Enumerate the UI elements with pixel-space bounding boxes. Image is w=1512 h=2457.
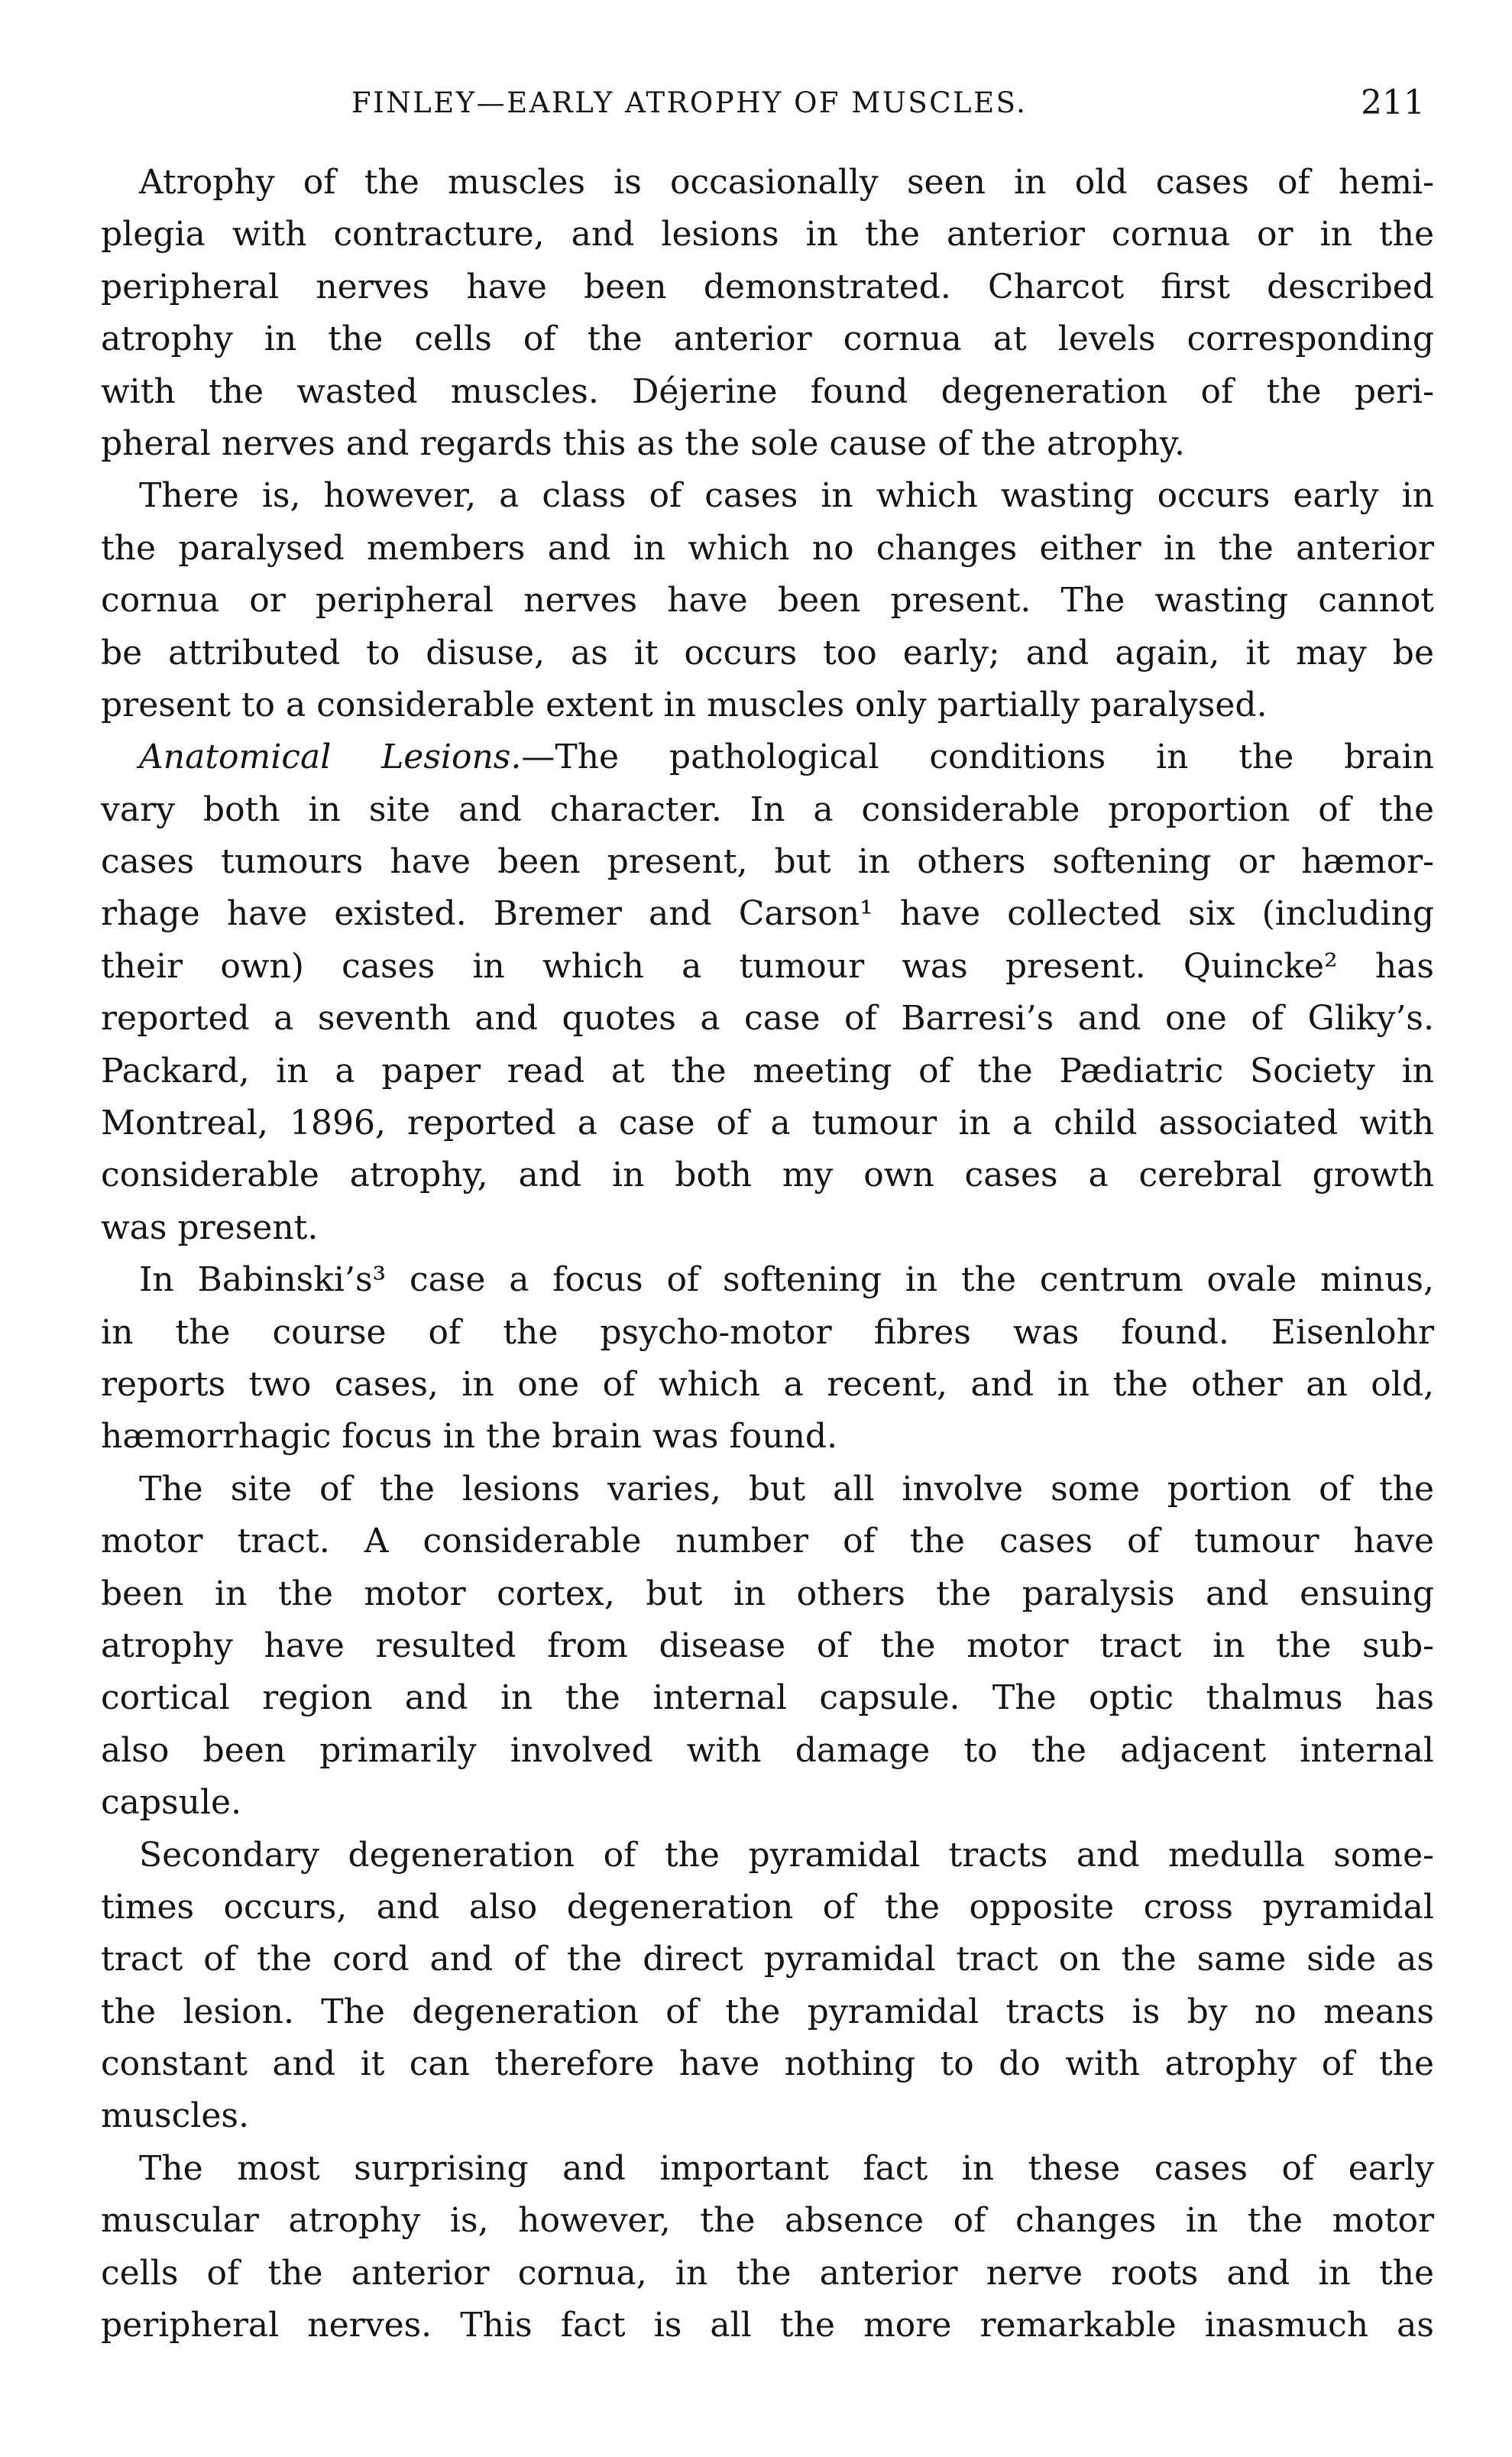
line-text: Atrophy of the muscles is occasionally seen in old cases of hemi- bbox=[139, 163, 1434, 202]
text-line bbox=[101, 1411, 1434, 1463]
line-text: pheral nerves and regards this as the sole cause of the atrophy. bbox=[101, 423, 1185, 463]
page-number: 211 bbox=[1361, 83, 1425, 122]
line-text: hæmorrhagic focus in the brain was found. bbox=[101, 1417, 838, 1457]
text-line bbox=[101, 157, 1434, 209]
line-text: present to a considerable extent in muscles only partially paralysed. bbox=[101, 685, 1268, 724]
text-line bbox=[101, 2090, 1434, 2142]
text-line bbox=[101, 1464, 1434, 1515]
text-line bbox=[101, 575, 1434, 627]
text-line bbox=[101, 1830, 1434, 1882]
text-line bbox=[101, 1672, 1434, 1724]
text-line bbox=[101, 470, 1434, 522]
text-line bbox=[101, 993, 1434, 1045]
text-line bbox=[101, 1777, 1434, 1829]
page-header bbox=[92, 76, 1425, 130]
text-line bbox=[101, 2248, 1434, 2300]
line-text: cortical region and in the internal capsule. The optic thalmus has bbox=[101, 1678, 1434, 1718]
text-line bbox=[101, 941, 1434, 993]
line-text: vary both in site and character. In a considerable proportion of the bbox=[101, 789, 1434, 829]
text-line bbox=[101, 1934, 1434, 1985]
line-text: also been primarily involved with damage to the adjacent internal bbox=[101, 1730, 1434, 1770]
line-text: The site of the lesions varies, but all involve some portion of the bbox=[139, 1469, 1434, 1509]
running-title: FINLEY—EARLY ATROPHY OF MUSCLES. bbox=[351, 86, 1028, 119]
text-line bbox=[101, 2300, 1434, 2352]
text-line bbox=[101, 2038, 1434, 2090]
text-line bbox=[101, 1045, 1434, 1097]
line-text: be attributed to disuse, as it occurs too early; and again, it may be bbox=[101, 633, 1434, 673]
text-line bbox=[101, 523, 1434, 575]
line-text: Secondary degeneration of the pyramidal tracts and medulla some- bbox=[139, 1835, 1434, 1875]
line-text: the paralysed members and in which no changes either in the anterior bbox=[101, 528, 1434, 568]
line-text: with the wasted muscles. Déjerine found degeneration of the peri- bbox=[101, 371, 1434, 411]
text-line bbox=[101, 627, 1434, 679]
text-line bbox=[101, 1202, 1434, 1254]
text-line bbox=[101, 1307, 1434, 1359]
text-line bbox=[101, 2195, 1434, 2247]
line-text: In Babinski’s³ case a focus of softening in the centrum ovale minus, bbox=[139, 1260, 1434, 1300]
line-text: cells of the anterior cornua, in the anterior nerve roots and in the bbox=[101, 2253, 1434, 2293]
body-text bbox=[101, 157, 1434, 2352]
line-text: was present. bbox=[101, 1207, 319, 1247]
text-line bbox=[101, 366, 1434, 418]
text-line bbox=[101, 313, 1434, 365]
line-text: atrophy in the cells of the anterior cornua at levels corresponding bbox=[101, 319, 1434, 359]
text-line bbox=[101, 1097, 1434, 1149]
text-line bbox=[101, 1725, 1434, 1777]
line-text: atrophy have resulted from disease of the motor tract in the sub- bbox=[101, 1626, 1434, 1665]
text-line bbox=[101, 1515, 1434, 1567]
text-line bbox=[101, 418, 1434, 470]
line-text: tract of the cord and of the direct pyramidal tract on the same side as bbox=[101, 1940, 1434, 1979]
text-line bbox=[101, 1568, 1434, 1620]
line-text: times occurs, and also degeneration of the opposite cross pyramidal bbox=[101, 1887, 1434, 1927]
text-line bbox=[101, 836, 1434, 888]
line-text: been in the motor cortex, but in others the paralysis and ensuing bbox=[101, 1574, 1434, 1613]
text-line bbox=[101, 209, 1434, 261]
line-text: peripheral nerves. This fact is all the more remarkable inasmuch as bbox=[101, 2306, 1434, 2345]
line-text: The most surprising and important fact in these cases of early bbox=[139, 2148, 1434, 2188]
line-text: Packard, in a paper read at the meeting of the Pædiatric Society in bbox=[101, 1051, 1434, 1091]
text-line bbox=[101, 1359, 1434, 1411]
line-text: Montreal, 1896, reported a case of a tumour in a child associated with bbox=[101, 1104, 1434, 1143]
line-text: constant and it can therefore have nothing to do with atrophy of the bbox=[101, 2044, 1434, 2084]
text-line bbox=[101, 261, 1434, 313]
line-text: capsule. bbox=[101, 1783, 242, 1823]
text-line bbox=[101, 1986, 1434, 2038]
line-text: cornua or peripheral nerves have been present. The wasting cannot bbox=[101, 581, 1434, 621]
line-text: peripheral nerves have been demonstrated. Charcot first described bbox=[101, 267, 1434, 306]
line-text: reported a seventh and quotes a case of Barresi’s and one of Gliky’s. bbox=[101, 999, 1434, 1039]
line-text: There is, however, a class of cases in which wasting occurs early in bbox=[139, 476, 1434, 516]
line-text: The pathological conditions in the brain bbox=[555, 737, 1434, 777]
text-line bbox=[101, 731, 1434, 783]
line-text: cases tumours have been present, but in others softening or hæmor- bbox=[101, 842, 1434, 882]
line-text: in the course of the psycho-motor fibres was found. Eisenlohr bbox=[101, 1312, 1434, 1352]
text-line bbox=[101, 1882, 1434, 1934]
section-heading: Anatomical Lesions. bbox=[139, 737, 522, 777]
text-line bbox=[101, 2143, 1434, 2195]
line-text: muscles. bbox=[101, 2096, 249, 2136]
line-text: motor tract. A considerable number of the cases of tumour have bbox=[101, 1522, 1434, 1561]
line-text: the lesion. The degeneration of the pyramidal tracts is by no means bbox=[101, 1992, 1434, 2031]
line-text: considerable atrophy, and in both my own cases a cerebral growth bbox=[101, 1156, 1434, 1195]
line-text: plegia with contracture, and lesions in the anterior cornua or in the bbox=[101, 215, 1434, 254]
line-text: their own) cases in which a tumour was present. Quincke² has bbox=[101, 946, 1434, 986]
text-line bbox=[101, 784, 1434, 836]
text-line bbox=[101, 1149, 1434, 1201]
text-line bbox=[101, 679, 1434, 731]
line-text: muscular atrophy is, however, the absence of changes in the motor bbox=[101, 2201, 1434, 2241]
text-line bbox=[101, 1254, 1434, 1306]
text-line bbox=[101, 888, 1434, 940]
line-text: reports two cases, in one of which a recent, and in the other an old, bbox=[101, 1364, 1434, 1404]
heading-dash: — bbox=[521, 737, 555, 777]
text-line bbox=[101, 1620, 1434, 1672]
line-text: rhage have existed. Bremer and Carson¹ have collected six (including bbox=[101, 894, 1434, 934]
